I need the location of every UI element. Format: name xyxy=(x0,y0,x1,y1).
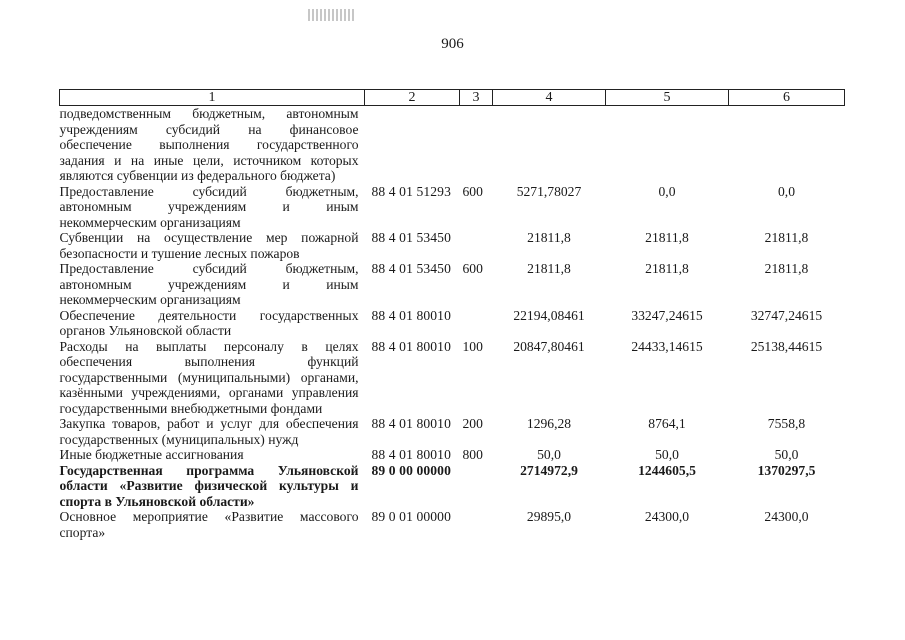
row-name: Расходы на выплаты персоналу в целях обеспечения выполнения функций государственными (муниципальными) органами, казёнными учреждениями, органами управления государственными внебюджетными фондами xyxy=(59,338,359,416)
scan-artifact xyxy=(308,9,356,21)
table-row xyxy=(60,509,845,540)
amount-cell: 29895,0 xyxy=(526,509,572,524)
amount-cell: 2714972,9 xyxy=(520,462,578,478)
target-article-code: 88 4 01 80010 xyxy=(371,447,451,462)
amount-cell: 32747,24615 xyxy=(750,307,823,323)
budget-table xyxy=(59,89,845,540)
target-article-code: 88 4 01 53450 xyxy=(371,261,451,276)
expense-type-code xyxy=(460,509,493,540)
amount-cell: 1370297,5 xyxy=(757,462,816,478)
row-name: Предоставление субсидий бюджетным, автономным учреждениям и иным некоммерческим организациям xyxy=(59,183,359,230)
amount-cell: 21811,8 xyxy=(527,261,571,276)
target-article-code: 88 4 01 53450 xyxy=(371,230,451,245)
amount-cell: 24300,0 xyxy=(764,509,809,524)
row-name: Предоставление субсидий бюджетным, автономным учреждениям и иным некоммерческим организациям xyxy=(59,261,359,307)
row-name: Закупка товаров, работ и услуг для обеспечения государственных (муниципальных) нужд xyxy=(59,416,359,447)
amount-cell: 25138,44615 xyxy=(750,338,823,354)
amount-cell xyxy=(729,106,845,184)
table-body xyxy=(60,106,845,541)
target-article-code: 89 0 01 00000 xyxy=(371,509,451,524)
column-header: 2 xyxy=(365,90,460,106)
table-row xyxy=(60,261,845,308)
expense-type-code: 100 xyxy=(462,338,483,354)
table-row xyxy=(60,339,845,417)
expense-type-code xyxy=(460,308,493,339)
target-article-code: 88 4 01 51293 xyxy=(371,183,451,199)
row-name: Государственная программа Ульяновской области «Развитие физической культуры и спорта в Ульяновской области» xyxy=(59,462,359,509)
table-row xyxy=(60,463,845,510)
amount-cell xyxy=(493,106,606,184)
amount-cell: 22194,08461 xyxy=(513,307,585,323)
column-header: 1 xyxy=(60,90,365,106)
column-header: 5 xyxy=(606,90,729,106)
amount-cell: 21811,8 xyxy=(645,261,689,276)
target-article-code: 88 4 01 80010 xyxy=(371,307,451,323)
amount-cell: 24300,0 xyxy=(644,509,690,524)
amount-cell: 1296,28 xyxy=(526,416,572,431)
expense-type-code: 600 xyxy=(462,183,483,199)
amount-cell: 33247,24615 xyxy=(631,307,703,323)
amount-cell: 50,0 xyxy=(655,447,679,462)
amount-cell: 5271,78027 xyxy=(516,183,582,199)
target-article-code: 88 4 01 80010 xyxy=(371,416,451,431)
table-row xyxy=(60,447,845,463)
row-name: Обеспечение деятельности государственных органов Ульяновской области xyxy=(59,307,359,338)
amount-cell: 50,0 xyxy=(774,447,799,462)
expense-type-code xyxy=(460,230,493,261)
amount-cell: 21811,8 xyxy=(764,230,809,245)
amount-cell: 20847,80461 xyxy=(513,338,585,354)
table-row xyxy=(60,230,845,261)
column-header: 3 xyxy=(460,90,493,106)
amount-cell: 1244605,5 xyxy=(638,462,696,478)
amount-cell: 7558,8 xyxy=(767,416,806,431)
target-article-code xyxy=(365,106,460,184)
target-article-code: 89 0 00 00000 xyxy=(371,462,451,478)
amount-cell: 0,0 xyxy=(658,183,676,199)
amount-cell: 0,0 xyxy=(778,183,795,199)
expense-type-code: 600 xyxy=(462,261,483,276)
column-number-row xyxy=(60,90,845,106)
expense-type-code: 200 xyxy=(462,416,483,431)
target-article-code: 88 4 01 80010 xyxy=(371,338,451,354)
column-header: 4 xyxy=(493,90,606,106)
table-row xyxy=(60,308,845,339)
expense-type-code xyxy=(460,106,493,184)
amount-cell: 50,0 xyxy=(537,447,561,462)
page-number: 906 xyxy=(441,36,464,52)
amount-cell xyxy=(606,106,729,184)
row-name: Субвенции на осуществление мер пожарной безопасности и тушение лесных пожаров xyxy=(59,230,359,261)
row-name: подведомственным бюджетным, автономным учреждениям субсидий на финансовое обеспечение выполнения государственного задания и на иные цели, источником которых являются субвенции из федерального бюджета) xyxy=(59,106,359,183)
expense-type-code: 800 xyxy=(462,447,483,462)
column-header: 6 xyxy=(729,90,845,106)
table-row xyxy=(60,184,845,231)
amount-cell: 21811,8 xyxy=(764,261,809,276)
amount-cell: 21811,8 xyxy=(645,230,689,245)
amount-cell: 8764,1 xyxy=(648,416,686,431)
amount-cell: 24433,14615 xyxy=(631,338,703,354)
expense-type-code xyxy=(460,463,493,510)
table-row xyxy=(60,106,845,184)
row-name: Иные бюджетные ассигнования xyxy=(59,447,244,462)
amount-cell: 21811,8 xyxy=(527,230,571,245)
table-row xyxy=(60,416,845,447)
row-name: Основное мероприятие «Развитие массового спорта» xyxy=(59,509,359,540)
